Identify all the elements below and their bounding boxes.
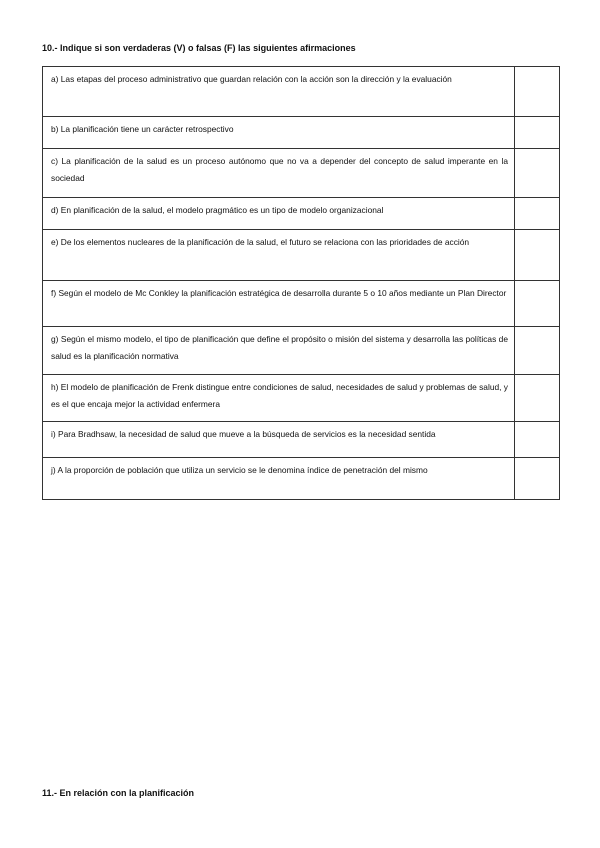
question-10-heading: 10.- Indique si son verdaderas (V) o falsas (F) las siguientes afirmaciones — [42, 43, 356, 53]
question-11-heading: 11.- En relación con la planificación — [42, 788, 195, 798]
statement-i: i) Para Bradhsaw, la necesidad de salud que mueve a la búsqueda de servicios es la necesidad sentida — [43, 422, 515, 458]
statement-d: d) En planificación de la salud, el modelo pragmático es un tipo de modelo organizacional — [43, 198, 515, 230]
answer-box-e[interactable] — [515, 230, 560, 281]
answer-box-c[interactable] — [515, 149, 560, 198]
statement-a: a) Las etapas del proceso administrativo que guardan relación con la acción son la dirección y la evaluación — [43, 67, 515, 117]
table-row — [43, 67, 560, 117]
answer-box-g[interactable] — [515, 327, 560, 375]
statement-c: c) La planificación de la salud es un proceso autónomo que no va a depender del concepto de salud imperante en la sociedad — [43, 149, 515, 198]
answer-box-i[interactable] — [515, 422, 560, 458]
statement-j: j) A la proporción de población que utiliza un servicio se le denomina índice de penetración del mismo — [43, 458, 515, 500]
answer-box-f[interactable] — [515, 281, 560, 327]
statement-e: e) De los elementos nucleares de la planificación de la salud, el futuro se relaciona con las prioridades de acción — [43, 230, 515, 281]
answer-box-d[interactable] — [515, 198, 560, 230]
statement-f: f) Según el modelo de Mc Conkley la planificación estratégica de desarrolla durante 5 o 10 años mediante un Plan Director — [43, 281, 515, 327]
table-row — [43, 198, 560, 230]
table-row — [43, 117, 560, 149]
statement-b: b) La planificación tiene un carácter retrospectivo — [43, 117, 515, 149]
table-row — [43, 281, 560, 327]
table-row — [43, 327, 560, 375]
answer-box-a[interactable] — [515, 67, 560, 117]
table-row — [43, 422, 560, 458]
table-row — [43, 149, 560, 198]
answer-box-j[interactable] — [515, 458, 560, 500]
answer-box-h[interactable] — [515, 375, 560, 422]
answer-box-b[interactable] — [515, 117, 560, 149]
statement-g: g) Según el mismo modelo, el tipo de planificación que define el propósito o misión del sistema y desarrolla las políticas de salud es la planificación normativa — [43, 327, 515, 375]
true-false-table — [42, 66, 560, 500]
table-row — [43, 458, 560, 500]
table-row — [43, 375, 560, 422]
table-row — [43, 230, 560, 281]
statement-h: h) El modelo de planificación de Frenk distingue entre condiciones de salud, necesidades de salud y problemas de salud, y es el que encaja mejor la actividad enfermera — [43, 375, 515, 422]
